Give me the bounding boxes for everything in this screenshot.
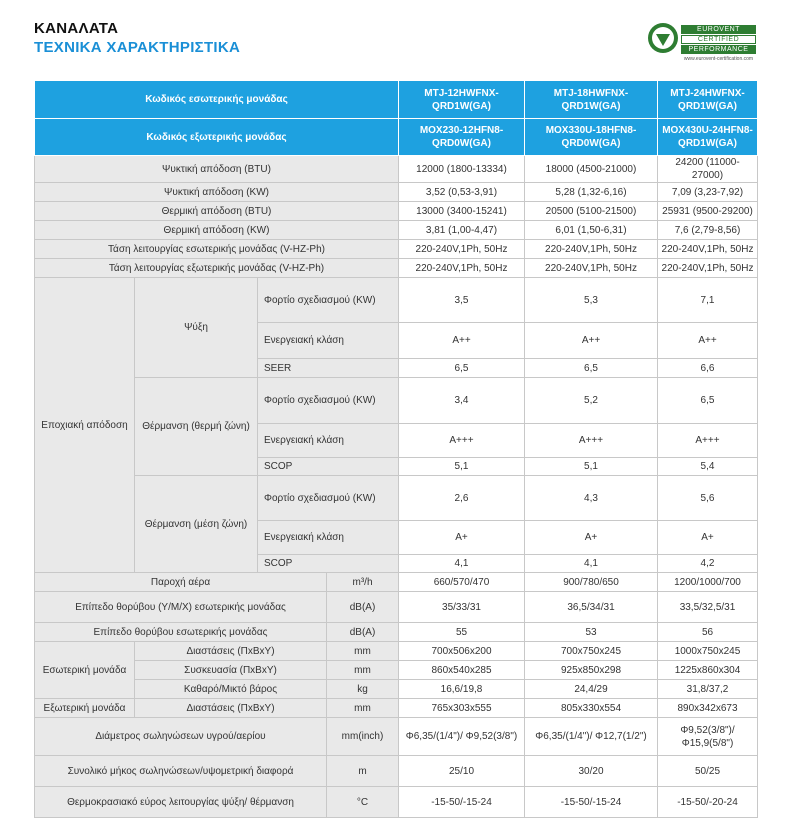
value-cell: 220-240V,1Ph, 50Hz [658,240,758,259]
table-row [35,119,758,156]
value-cell: A++ [658,323,758,359]
value-cell: 6,6 [658,359,758,378]
unit-cell: mm [327,661,399,680]
row-label: Συνολικό μήκος σωληνώσεων/υψομετρική διαφορά [35,756,327,787]
unit-cell: mm [327,642,399,661]
unit-cell: °C [327,787,399,818]
value-cell: 7,09 (3,23-7,92) [658,183,758,202]
outdoor-model-cell: MOX230-12HFN8-QRD0W(GA) [399,119,525,156]
table-row [35,642,758,661]
value-cell: 3,4 [399,378,525,424]
value-cell: 1200/1000/700 [658,573,758,592]
seasonal-param-label: Φορτίο σχεδιασμού (KW) [258,378,399,424]
value-cell: 6,5 [525,359,658,378]
row-label: Ψυκτική απόδοση (BTU) [35,156,399,183]
value-cell: 765x303x555 [399,699,525,718]
indoor-unit-label: Εσωτερική μονάδα [35,642,135,699]
value-cell: 18000 (4500-21000) [525,156,658,183]
table-row [35,259,758,278]
value-cell: 7,1 [658,278,758,323]
unit-cell: dB(A) [327,623,399,642]
indoor-model-cell: MTJ-12HWFNX-QRD1W(GA) [399,81,525,119]
table-row [35,278,758,323]
indoor-model-label: Κωδικός εσωτερικής μονάδας [35,81,399,119]
indoor-model-cell: MTJ-24HWFNX-QRD1W(GA) [658,81,758,119]
seasonal-param-label: Ενεργειακή κλάση [258,521,399,555]
eurovent-logo [647,22,757,62]
table-row [35,221,758,240]
table-row [35,240,758,259]
unit-cell: mm(inch) [327,718,399,756]
row-label: Τάση λειτουργίας εξωτερικής μονάδας (V-HZ-Ph) [35,259,399,278]
table-row [35,718,758,756]
seasonal-param-label: Ενεργειακή κλάση [258,323,399,359]
value-cell: 5,6 [658,476,758,521]
table-row [35,787,758,818]
value-cell: 7,6 (2,79-8,56) [658,221,758,240]
value-cell: 890x342x673 [658,699,758,718]
value-cell: 900/780/650 [525,573,658,592]
value-cell: -15-50/-15-24 [399,787,525,818]
row-label: Επίπεδο θορύβου (Υ/Μ/Χ) εσωτερικής μονάδας [35,592,327,623]
value-cell: 31,8/37,2 [658,680,758,699]
table-row [35,680,758,699]
value-cell: 24200 (11000-27000) [658,156,758,183]
value-cell: 660/570/470 [399,573,525,592]
table-row [35,378,758,424]
value-cell: 5,2 [525,378,658,424]
value-cell: 36,5/34/31 [525,592,658,623]
value-cell: -15-50/-20-24 [658,787,758,818]
value-cell: 25/10 [399,756,525,787]
table-row [35,156,758,183]
value-cell: 33,5/32,5/31 [658,592,758,623]
value-cell: A++ [525,323,658,359]
value-cell: 860x540x285 [399,661,525,680]
value-cell: 5,3 [525,278,658,323]
row-label: Διαστάσεις (ΠxΒxΥ) [135,699,327,718]
page-title: ΚΑΝΑΛΑΤΑ [34,20,119,37]
value-cell: 805x330x554 [525,699,658,718]
value-cell: 6,5 [399,359,525,378]
value-cell: 700x506x200 [399,642,525,661]
value-cell: 12000 (1800-13334) [399,156,525,183]
value-cell: A++ [399,323,525,359]
outdoor-model-cell: MOX430U-24HFN8-QRD1W(GA) [658,119,758,156]
value-cell: 925x850x298 [525,661,658,680]
value-cell: A+ [399,521,525,555]
seasonal-group-label: Ψύξη [135,278,258,378]
value-cell: 4,1 [399,555,525,573]
indoor-model-cell: MTJ-18HWFNX-QRD1W(GA) [525,81,658,119]
table-row [35,81,758,119]
seasonal-group-label: Θέρμανση (θερμή ζώνη) [135,378,258,476]
row-label: Θερμική απόδοση (KW) [35,221,399,240]
seasonal-param-label: Φορτίο σχεδιασμού (KW) [258,278,399,323]
row-label: Θερμική απόδοση (BTU) [35,202,399,221]
row-label: Καθαρό/Μικτό βάρος [135,680,327,699]
value-cell: 13000 (3400-15241) [399,202,525,221]
value-cell: 5,4 [658,458,758,476]
value-cell: 4,1 [525,555,658,573]
value-cell: A+ [525,521,658,555]
table-row [35,592,758,623]
value-cell: 6,5 [658,378,758,424]
value-cell: 1000x750x245 [658,642,758,661]
eurovent-emblem-icon [647,22,679,54]
value-cell: 24,4/29 [525,680,658,699]
table-row [35,623,758,642]
seasonal-param-label: SEER [258,359,399,378]
value-cell: 3,5 [399,278,525,323]
value-cell: 220-240V,1Ph, 50Hz [525,240,658,259]
row-label: Τάση λειτουργίας εσωτερικής μονάδας (V-HZ-Ph) [35,240,399,259]
value-cell: 220-240V,1Ph, 50Hz [525,259,658,278]
table-row [35,699,758,718]
row-label: Παροχή αέρα [35,573,327,592]
value-cell: 4,3 [525,476,658,521]
table-row [35,756,758,787]
unit-cell: kg [327,680,399,699]
value-cell: 5,1 [399,458,525,476]
seasonal-param-label: Φορτίο σχεδιασμού (KW) [258,476,399,521]
value-cell: 4,2 [658,555,758,573]
value-cell: -15-50/-15-24 [525,787,658,818]
row-label: Διαστάσεις (ΠxΒxΥ) [135,642,327,661]
value-cell: 700x750x245 [525,642,658,661]
value-cell: A+++ [525,424,658,458]
value-cell: 220-240V,1Ph, 50Hz [399,240,525,259]
table-row [35,476,758,521]
value-cell: A+ [658,521,758,555]
page-subtitle: ΤΕΧΝΙΚΑ ΧΑΡΑΚΤΗΡΙΣΤΙΚΑ [34,39,241,56]
value-cell: 1225x860x304 [658,661,758,680]
value-cell: 3,52 (0,53-3,91) [399,183,525,202]
seasonal-group-label: Θέρμανση (μέση ζώνη) [135,476,258,573]
outdoor-unit-label: Εξωτερική μονάδα [35,699,135,718]
value-cell: 3,81 (1,00-4,47) [399,221,525,240]
logo-line-3: PERFORMANCE [681,45,756,54]
value-cell: 16,6/19,8 [399,680,525,699]
value-cell: 25931 (9500-29200) [658,202,758,221]
value-cell: 56 [658,623,758,642]
value-cell: 30/20 [525,756,658,787]
seasonal-param-label: SCOP [258,555,399,573]
unit-cell: m³/h [327,573,399,592]
row-label: Ψυκτική απόδοση (KW) [35,183,399,202]
table-row [35,573,758,592]
row-label: Επίπεδο θορύβου εσωτερικής μονάδας [35,623,327,642]
value-cell: 5,28 (1,32-6,16) [525,183,658,202]
seasonal-param-label: Ενεργειακή κλάση [258,424,399,458]
value-cell: 220-240V,1Ph, 50Hz [658,259,758,278]
outdoor-model-cell: MOX330U-18HFN8-QRD0W(GA) [525,119,658,156]
logo-line-1: EUROVENT [681,25,756,34]
value-cell: Φ6,35/(1/4")/ Φ12,7(1/2") [525,718,658,756]
value-cell: 53 [525,623,658,642]
value-cell: A+++ [658,424,758,458]
table-row [35,183,758,202]
value-cell: A+++ [399,424,525,458]
row-label: Θερμοκρασιακό εύρος λειτουργίας ψύξη/ θέρμανση [35,787,327,818]
logo-url: www.eurovent-certification.com [683,56,754,62]
specs-table [34,80,758,818]
title-block [34,20,240,56]
table-row [35,202,758,221]
row-label: Συσκευασία (ΠxΒxΥ) [135,661,327,680]
value-cell: 5,1 [525,458,658,476]
value-cell: 20500 (5100-21500) [525,202,658,221]
value-cell: 6,01 (1,50-6,31) [525,221,658,240]
table-row [35,661,758,680]
logo-line-2: CERTIFIED [681,35,756,44]
value-cell: Φ9,52(3/8")/ Φ15,9(5/8") [658,718,758,756]
unit-cell: m [327,756,399,787]
value-cell: 2,6 [399,476,525,521]
row-label: Διάμετρος σωληνώσεων υγρού/αερίου [35,718,327,756]
seasonal-label: Εποχιακή απόδοση [35,278,135,573]
value-cell: 50/25 [658,756,758,787]
unit-cell: mm [327,699,399,718]
value-cell: Φ6,35/(1/4")/ Φ9,52(3/8") [399,718,525,756]
value-cell: 35/33/31 [399,592,525,623]
outdoor-model-label: Κωδικός εξωτερικής μονάδας [35,119,399,156]
value-cell: 220-240V,1Ph, 50Hz [399,259,525,278]
value-cell: 55 [399,623,525,642]
unit-cell: dB(A) [327,592,399,623]
seasonal-param-label: SCOP [258,458,399,476]
